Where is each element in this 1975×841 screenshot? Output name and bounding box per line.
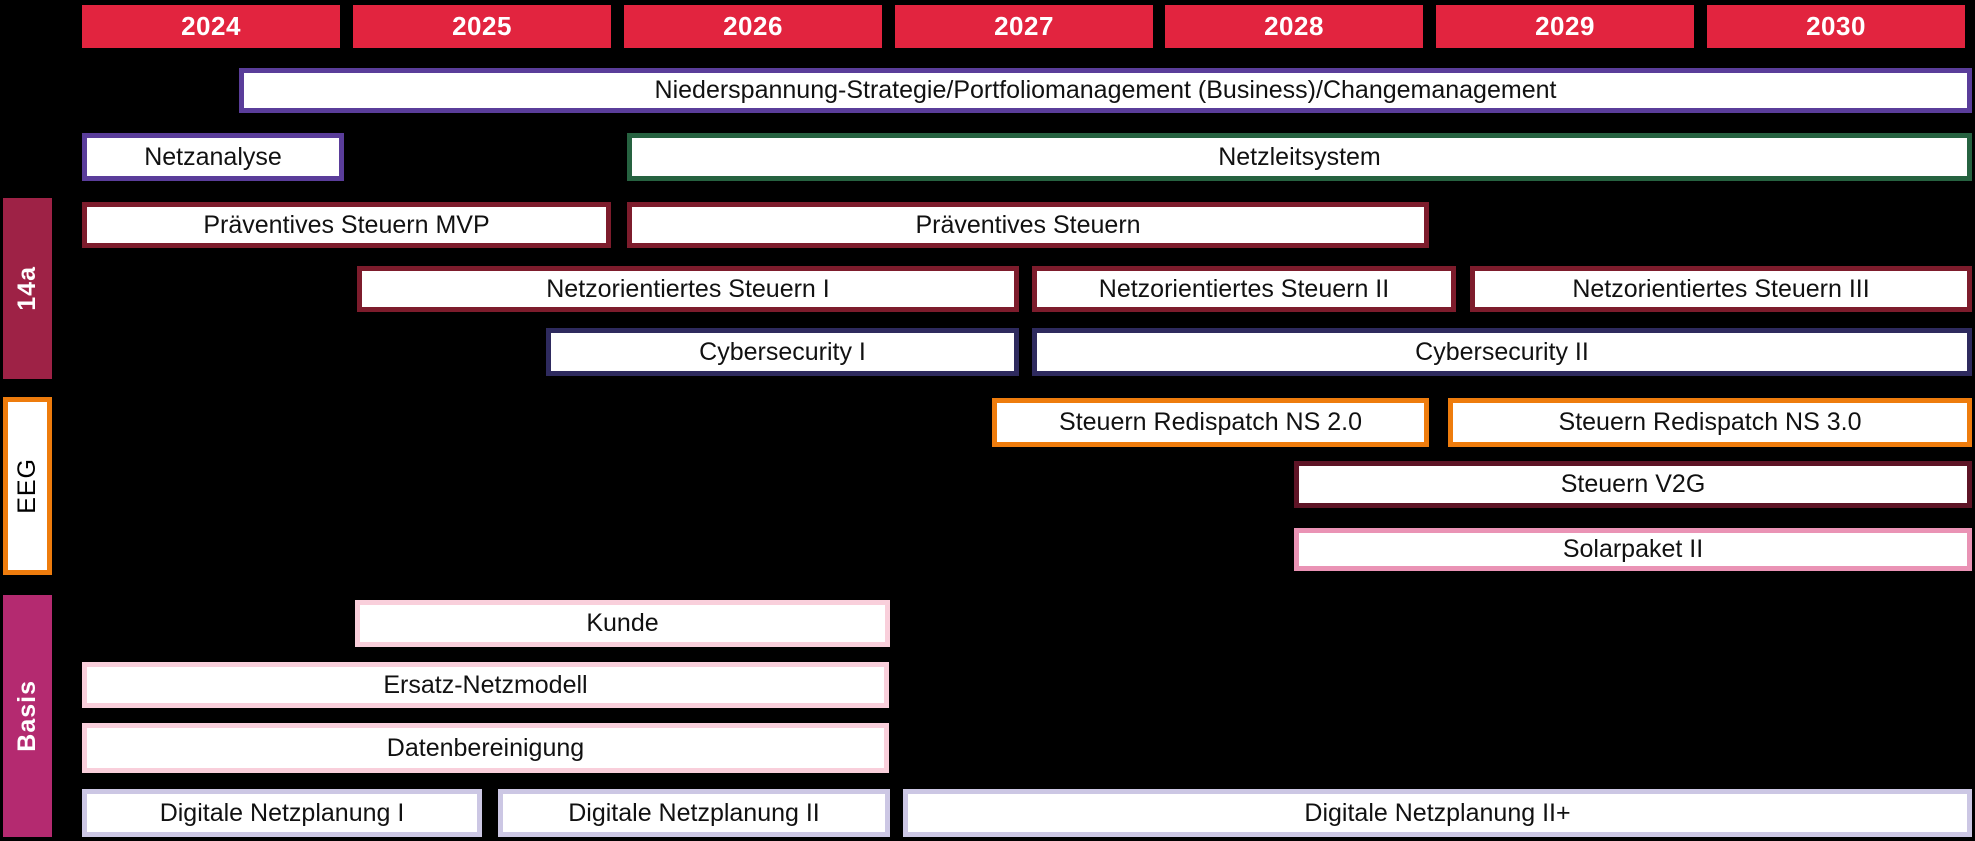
task-bar-label: Niederspannung-Strategie/Portfoliomanagement (Business)/Changemanagement <box>654 76 1557 104</box>
task-bar-digitale-netzplanung-ii <box>498 789 890 837</box>
task-bar-datenbereinigung <box>82 723 889 773</box>
task-bar-cybersecurity-ii <box>1032 328 1972 376</box>
task-bar-netzorientiertes-steuern-ii <box>1032 266 1456 312</box>
task-bar-pr-ventives-steuern <box>627 202 1429 248</box>
task-bar-label: Netzorientiertes Steuern I <box>546 274 830 303</box>
year-header-2024: 2024 <box>82 5 340 48</box>
task-bar-steuern-redispatch-ns-2-0 <box>992 398 1429 447</box>
task-bar-label: Ersatz-Netzmodell <box>383 670 588 699</box>
group-label-eeg <box>3 397 52 575</box>
task-bar-solarpaket-ii <box>1294 528 1972 571</box>
task-bar-netzleitsystem <box>627 133 1972 181</box>
task-bar-label: Solarpaket II <box>1562 535 1704 563</box>
task-bar-steuern-v2g <box>1294 461 1972 508</box>
task-bar-label: Cybersecurity I <box>699 337 866 366</box>
task-bar-netzanalyse <box>82 133 344 181</box>
task-bar-label: Präventives Steuern <box>915 210 1141 239</box>
task-bar-label: Netzorientiertes Steuern II <box>1098 274 1390 303</box>
group-label-14a <box>3 198 52 379</box>
task-bar-digitale-netzplanung-i <box>82 789 482 837</box>
task-bar-netzorientiertes-steuern-iii <box>1470 266 1972 312</box>
year-header-2030: 2030 <box>1707 5 1965 48</box>
task-bar-label: Datenbereinigung <box>386 733 585 762</box>
task-bar-label: Netzorientiertes Steuern III <box>1572 274 1870 303</box>
task-bar-label: Digitale Netzplanung II <box>568 798 820 827</box>
group-label-basis <box>3 595 52 837</box>
task-bar-label: Steuern V2G <box>1560 470 1706 498</box>
task-bar-label: Steuern Redispatch NS 2.0 <box>1059 408 1362 436</box>
task-bar-pr-ventives-steuern-mvp <box>82 202 611 248</box>
year-header-2026: 2026 <box>624 5 882 48</box>
task-bar-kunde <box>355 600 890 647</box>
year-header-2027: 2027 <box>895 5 1153 48</box>
task-bar-label: Netzanalyse <box>144 142 282 171</box>
task-bar-cybersecurity-i <box>546 328 1019 376</box>
task-bar-niederspannung-strategie-portfoliomanagement-business-changemanagement <box>239 68 1972 113</box>
task-bar-ersatz-netzmodell <box>82 662 889 708</box>
year-header-2025: 2025 <box>353 5 611 48</box>
task-bar-digitale-netzplanung-ii <box>903 789 1972 837</box>
year-header-2029: 2029 <box>1436 5 1694 48</box>
task-bar-label: Steuern Redispatch NS 3.0 <box>1558 408 1862 436</box>
task-bar-label: Cybersecurity II <box>1415 337 1589 366</box>
task-bar-label: Kunde <box>586 609 659 637</box>
task-bar-label: Digitale Netzplanung I <box>159 798 405 827</box>
task-bar-label: Präventives Steuern MVP <box>203 210 490 239</box>
task-bar-label: Digitale Netzplanung II+ <box>1304 798 1571 827</box>
task-bar-label: Netzleitsystem <box>1218 142 1381 171</box>
group-label-text: Basis <box>13 680 41 752</box>
group-label-text: EEG <box>13 458 41 514</box>
task-bar-steuern-redispatch-ns-3-0 <box>1448 398 1972 447</box>
group-label-text: 14a <box>13 266 41 311</box>
task-bar-netzorientiertes-steuern-i <box>357 266 1019 312</box>
year-header-2028: 2028 <box>1165 5 1423 48</box>
